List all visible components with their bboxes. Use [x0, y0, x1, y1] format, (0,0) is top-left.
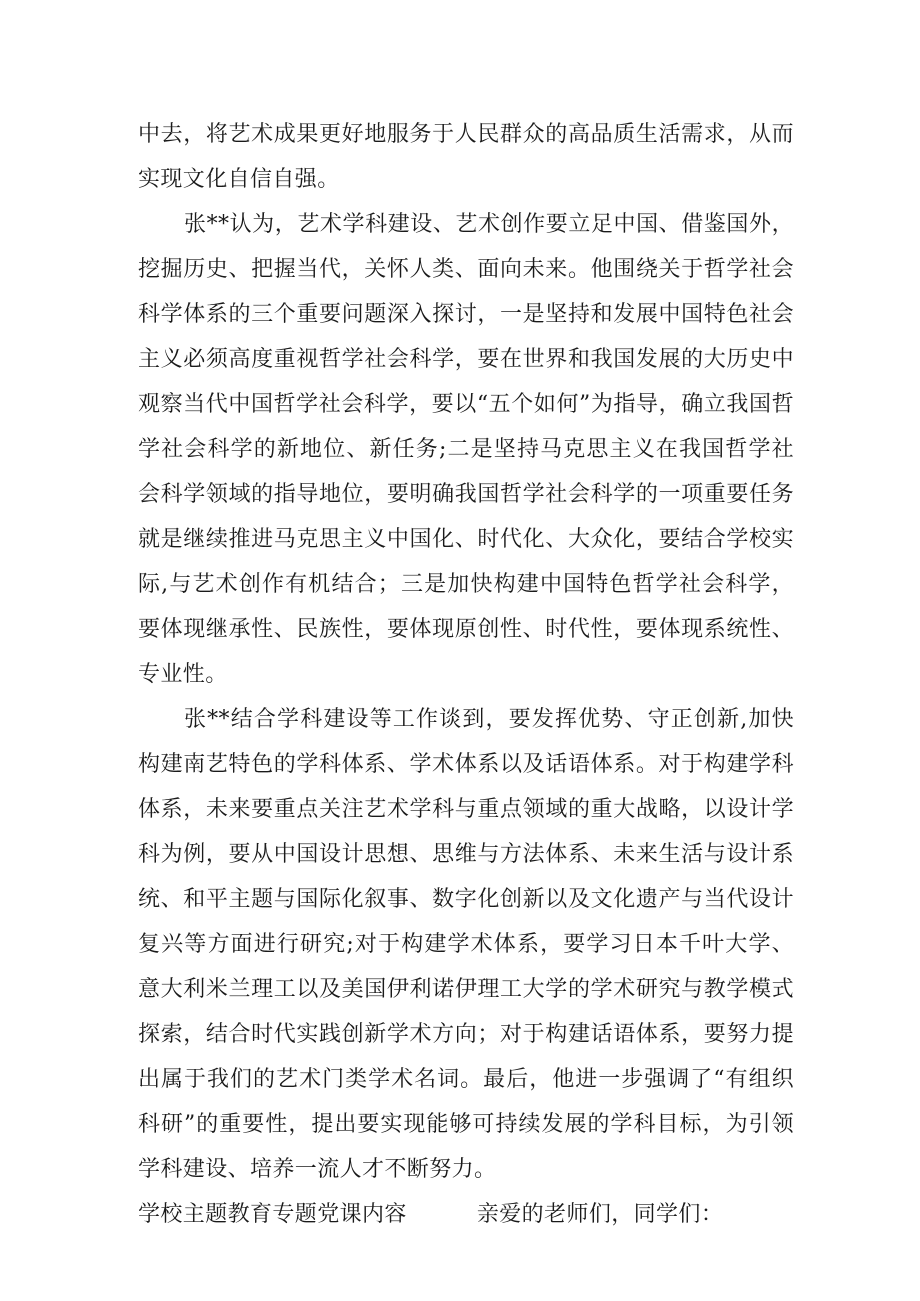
- footer-line: [138, 1192, 794, 1237]
- paragraph-2: 张**认为，艺术学科建设、艺术创作要立足中国、借鉴国外，挖掘历史、把握当代，关怀人类、面向未来。他围绕关于哲学社会科学体系的三个重要问题深入探讨，一是坚持和发展中国特色社会主义必须高度重视哲学社会科学，要在世界和我国发展的大历史中观察当代中国哲学社会科学，要以“五个如何”为指导，确立我国哲学社会科学的新地位、新任务;二是坚持马克思主义在我国哲学社会科学领域的指导地位，要明确我国哲学社会科学的一项重要任务就是继续推进马克思主义中国化、时代化、大众化，要结合学校实际,与艺术创作有机结合；三是加快构建中国特色哲学社会科学，要体现继承性、民族性，要体现原创性、时代性，要体现系统性、专业性。: [138, 212, 794, 687]
- paragraph-3: 张**结合学科建设等工作谈到，要发挥优势、守正创新,加快构建南艺特色的学科体系、学术体系以及话语体系。对于构建学科体系，未来要重点关注艺术学科与重点领域的重大战略，以设计学科为例，要从中国设计思想、思维与方法体系、未来生活与设计系统、和平主题与国际化叙事、数字化创新以及文化遗产与当代设计复兴等方面进行研究;对于构建学术体系，要学习日本千叶大学、意大利米兰理工以及美国伊利诺伊理工大学的学术研究与教学模式探索，结合时代实践创新学术方向；对于构建话语体系，要努力提出属于我们的艺术门类学术名词。最后，他进一步强调了“有组织科研”的重要性，提出要实现能够可持续发展的学科目标，为引领学科建设、培养一流人才不断努力。: [138, 707, 794, 1182]
- document-page: [138, 112, 794, 1237]
- paragraph-1: 中去，将艺术成果更好地服务于人民群众的高品质生活需求，从而实现文化自信自强。: [138, 122, 794, 192]
- greeting: 亲爱的老师们，同学们：: [476, 1202, 724, 1227]
- lesson-title: 学校主题教育专题党课内容: [138, 1202, 407, 1227]
